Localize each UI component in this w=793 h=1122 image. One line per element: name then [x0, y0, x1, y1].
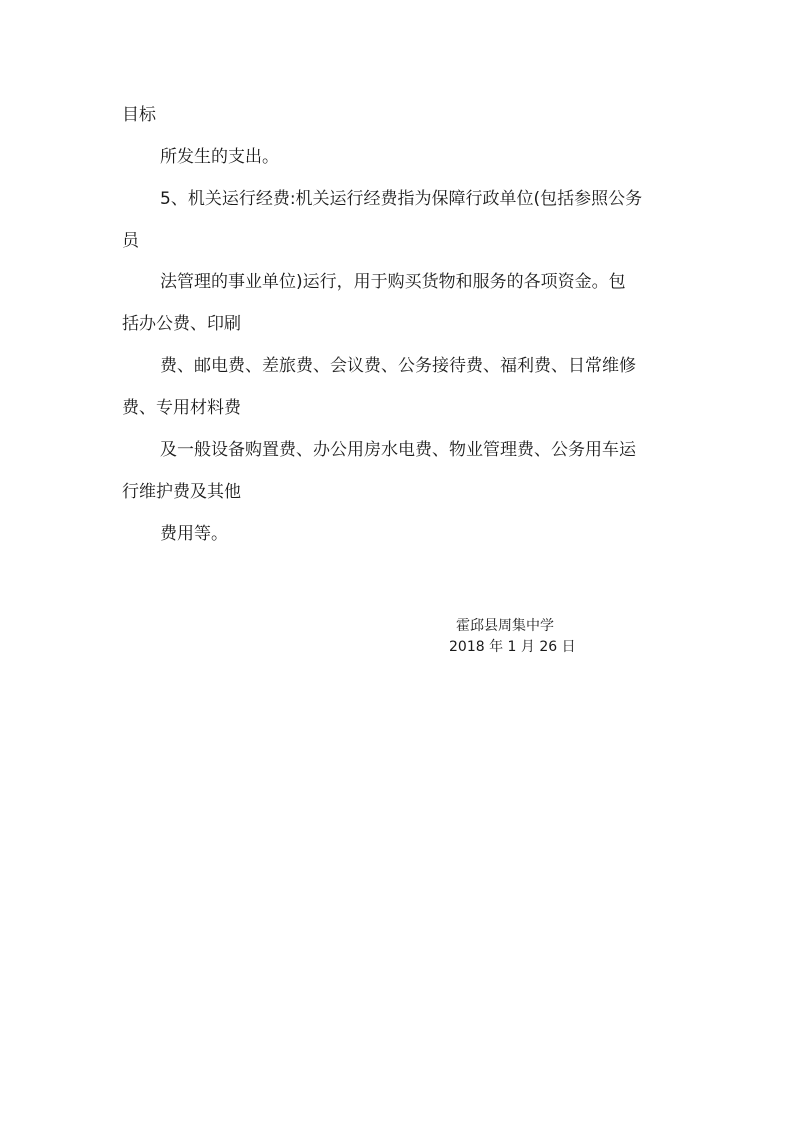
signature-organization: 霍邱县周集中学 — [456, 618, 554, 634]
signature-date: 2018 年 1 月 26 日 — [449, 639, 576, 655]
body-line-1: 目标 — [122, 105, 156, 125]
body-line-2: 所发生的支出。 — [160, 147, 279, 167]
body-line-7: 费、邮电费、差旅费、会议费、公务接待费、福利费、日常维修 — [160, 356, 636, 376]
body-line-11: 费用等。 — [160, 524, 228, 544]
body-line-9: 及一般设备购置费、办公用房水电费、物业管理费、公务用车运 — [160, 440, 636, 460]
body-line-8: 费、专用材料费 — [122, 398, 241, 418]
body-line-5: 法管理的事业单位)运行，用于购买货物和服务的各项资金。包 — [160, 272, 626, 292]
body-line-3: 5、机关运行经费:机关运行经费指为保障行政单位(包括参照公务 — [160, 189, 643, 209]
body-line-4: 员 — [122, 231, 139, 251]
body-line-10: 行维护费及其他 — [122, 482, 241, 502]
body-line-6: 括办公费、印刷 — [122, 314, 241, 334]
